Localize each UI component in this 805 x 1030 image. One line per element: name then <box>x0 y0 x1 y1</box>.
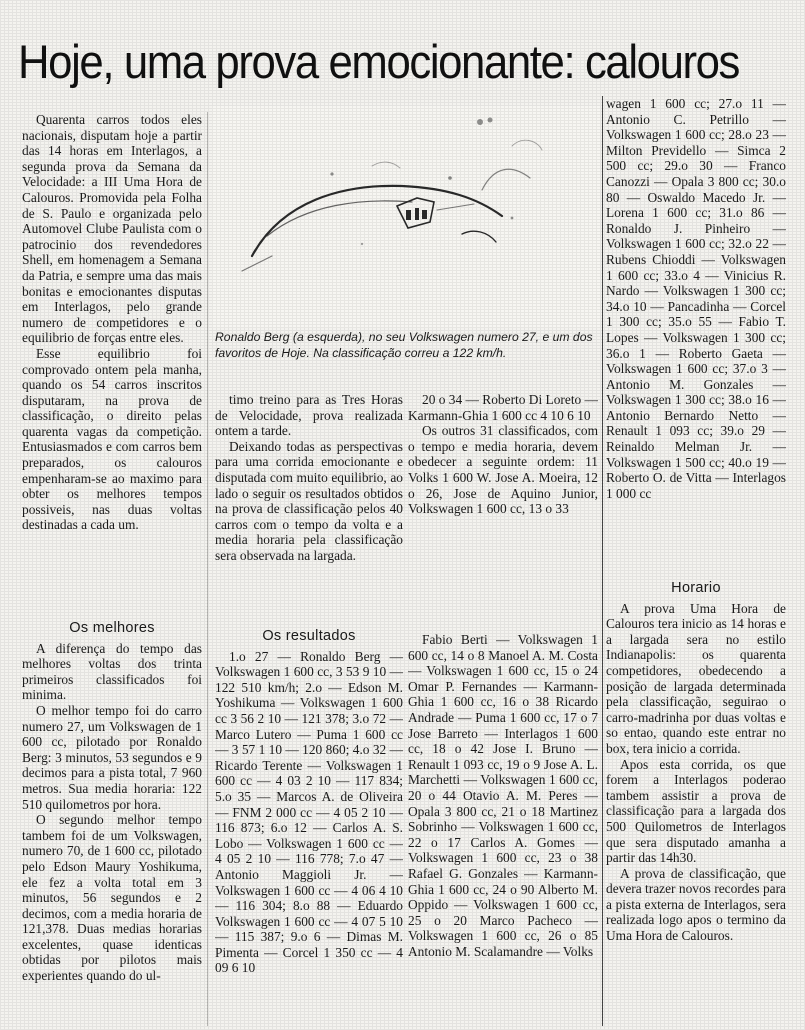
classification-text: Fabio Berti — Volkswagen 1 600 cc, 14 o 8 Manoel A. M. Costa — Volkswagen 1 600 cc, 15 o 24 Omar P. Fernandes — Karmann-Ghia 1 600 cc, 16 o 38 Ricardo Andrade — Puma 1 600 cc, 17 o 7 Jose Barreto — Interlagos 1 600 cc, 18 o 42 Jose I. Bruno — Renault 1 093 cc, 19 o 9 Jose A. L. Marchetti — Volkswagen 1 600 cc, 20 o 44 Otavio A. M. Peres — Opala 3 800 cc, 21 o 18 Martinez Sobrinho — Volkswagen 1 600 cc, 22 o 17 Carlos A. Gomes — Volkswagen 1 600 cc, 23 o 38 Rafael G. Gonzales — Karmann-Ghia 1 600 cc, 24 o 90 Alberto M. Oppido — Volkswagen 1 600 cc, 25 o 20 Marco Pacheco — Volkswagen 1 600 cc, 26 o 85 Antonio M. Scalamandre — Volks <box>408 632 598 959</box>
melhores-paragraph: O melhor tempo foi do carro numero 27, um Volkswagen de 1 600 cc, pilotado por Ronaldo Berg: 3 minutos, 53 segundos e 9 decimos para a pista total, 7 960 metros. Sua media horaria: 122 510 quilometros por hora. <box>22 702 202 812</box>
column-rule <box>602 96 603 1026</box>
horario-paragraph: Apos esta corrida, os que forem a Interlagos poderao tambem assistir a prova de classificação para a largada dos 500 Quilometros de Interlagos que sera disputado amanha a partir das 14h30. <box>606 756 786 866</box>
melhores-paragraph: O segundo melhor tempo tambem foi de um Volkswagen, numero 70, de 1 600 cc, pilotado pelo Edson Maury Yoshikuma, ele fez a volta total em 3 minutos, 56 segundos e 2 decimos, com a media horaria de 121,378. Duas medias horarias excelentes, quase identicas obtidas por pilotos mais experientes quando do ul- <box>22 812 202 984</box>
melhores-paragraph: A diferença do tempo das melhores voltas dos trinta primeiros classificados foi minima. <box>22 640 202 703</box>
melhores-title: Os melhores <box>69 620 155 636</box>
resultados-section <box>215 623 403 1028</box>
continued-results-column <box>408 392 598 632</box>
headline: Hoje, uma prova emocionante: calouros <box>18 35 740 88</box>
resultados-title: Os resultados <box>262 628 356 644</box>
race-car-photo <box>212 106 600 328</box>
car-sketch-icon <box>212 106 600 328</box>
column-rule <box>207 112 208 1026</box>
text-paragraph: Os outros 31 classificados, com o tempo e media horaria, devem obedecer a seguinte ordem: 11 Volks 1 600 W. Jose A. Moeira, 12 o 26, Jose de Aquino Junior, Volkswagen 1 600 cc, 13 o 33 <box>408 423 598 517</box>
intro-results-column <box>215 392 403 632</box>
horario-title: Horario <box>671 580 721 596</box>
resultados-text: 1.o 27 — Ronaldo Berg — Volkswagen 1 600 cc, 3 53 9 10 — 122 510 km/h; 2.o — Edson M. Yoshikuma — Volkswagen 1 600 cc 3 56 2 10 — 121 378; 3.o 72 — Marco Lutero — Puma 1 600 cc — 3 57 1 10 — 120 860; 4.o 32 — Ricardo Terente — Volkswagen 1 600 cc — 4 03 2 10 — 117 834; 5.o 35 — Marcos A. de Oliveira — FNM 2 000 cc — 4 05 2 10 — 116 873; 6.o 12 — Carlos A. S. Lobo — Volkswagen 1 600 cc — 4 05 2 10 — 116 778; 7.o 47 — Antonio Maggioli Jr. — Volkswagen 1 600 cc — 4 06 4 10 — 116 304; 8.o 88 — Eduardo Volkswagen 1 600 cc — 4 07 5 10 — 115 387; 9.o 6 — Dimas M. Pimenta — Corcel 1 350 cc — 4 09 6 10 <box>215 648 403 976</box>
classification-list-column <box>408 632 598 1028</box>
lead-column <box>22 112 202 602</box>
text-paragraph: timo treino para as Tres Horas de Velocidade, prova realizada ontem a tarde. <box>215 392 403 439</box>
horario-paragraph: A prova de classificação, que devera trazer novos recordes para a pista externa de Interlagos, sera realizada logo apos o termino da Uma Hora de Calouros. <box>606 865 786 944</box>
horario-section <box>606 575 786 1027</box>
lead-paragraph: Quarenta carros todos eles nacionais, disputam hoje a partir das 14 horas em Interlagos, a segunda prova da Semana da Velocidade: a III Uma Hora de Calouros. Promovida pela Folha de S. Paulo e organizada pelo Automovel Clube Paulista com o patrocinio dos revendedores Shell, em homenagem a Semana da Patria, e sempre uma das mais bonitas e emocionantes disputas em Interlagos, pelo grande numero de competidores e o equilibrio de forças entre eles. <box>22 112 202 346</box>
photo-caption: Ronaldo Berg (a esquerda), no seu Volkswagen numero 27, e um dos favoritos de Hoje. Na classificação correu a 122 km/h. <box>215 330 593 360</box>
text-paragraph: Deixando todas as perspectivas para uma corrida emocionante e disputada com muito equilibrio, ao lado o seguir os resultados obtidos na prova de classificação pelos 40 carros com o tempo da volta e a media horaria pela classificação sera observada na largada. <box>215 438 403 563</box>
classification-list-right <box>606 96 786 576</box>
melhores-section <box>22 615 202 1025</box>
text-paragraph: 20 o 34 — Roberto Di Loreto — Karmann-Ghia 1 600 cc 4 10 6 10 <box>408 392 598 423</box>
lead-paragraph: Esse equilibrio foi comprovado ontem pela manha, quando os 54 carros inscritos disputaram, na prova de classificação, o direito pelas quarenta vagas da competição. Entusiasmados e com carros bem preparados, os calouros empenharam-se ao maximo para obter os melhores tempos possiveis, nas duas voltas destinadas a cada um. <box>22 345 202 533</box>
classification-text: wagen 1 600 cc; 27.o 11 — Antonio C. Petrillo — Volkswagen 1 600 cc; 28.o 23 — Milton Previdello — Simca 2 500 cc; 29.o 30 — Franco Canozzi — Opala 3 800 cc; 30.o 80 — Oswaldo Macedo Jr. — Lorena 1 600 cc; 31.o 86 — Ronaldo J. Pinheiro — Volkswagen 1 600 cc; 32.o 22 — Rubens Chioddi — Volkswagen 1 600 cc; 33.o 4 — Vinicius R. Nardo — Volkswagen 1 300 cc; 34.o 10 — Pancadinha — Corcel 1 300 cc; 35.o 55 — Fabio T. Lopes — Volkswagen 1 300 cc; 36.o 1 — Roberto Gaeta — Volkswagen 1 600 cc; 37.o 3 — Antonio M. Gonzales — Volkswagen 1 300 cc; 38.o 16 — Antonio Bernardo Netto — Renault 1 093 cc; 39.o 29 — Reinaldo Melman Jr. — Volkswagen 1 500 cc; 40.o 19 — Roberto O. de Vitta — Interlagos 1 000 cc <box>606 96 786 501</box>
horario-paragraph: A prova Uma Hora de Calouros tera inicio as 14 horas e a largada sera no estilo Indianapolis: os quarenta competidores, obedecendo a posição de largada determinada pela classificação, seguirao o carro-madrinha por duas voltas e so entao, quando este entrar no box, tera inicio a corrida. <box>606 600 786 756</box>
